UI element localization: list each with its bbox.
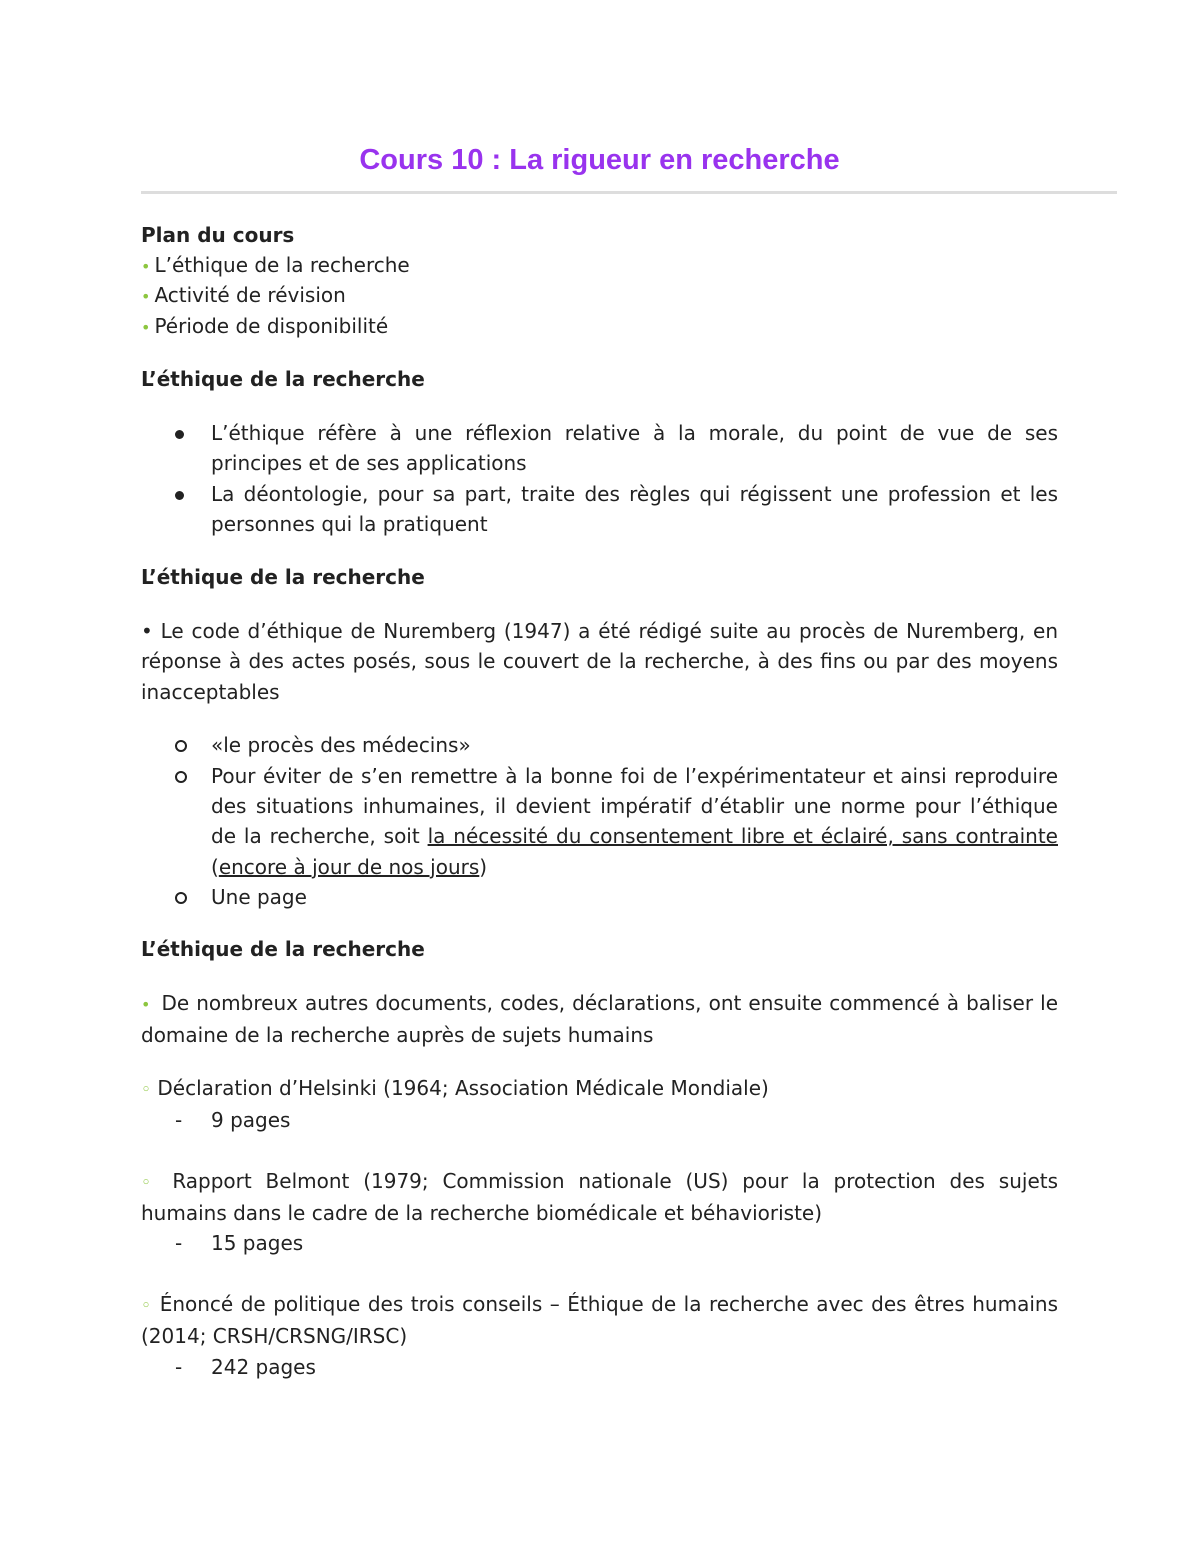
- page-title: Cours 10 : La rigueur en recherche: [359, 144, 840, 176]
- document-page: [141, 140, 1059, 1379]
- plan-heading: Plan du cours: [141, 223, 295, 247]
- ethics-section-1: [141, 364, 1058, 540]
- section-heading: L’éthique de la recherche: [141, 367, 425, 391]
- dash-icon: -: [175, 1231, 183, 1256]
- sub-item: Une page: [141, 882, 1058, 912]
- small-circle-icon: ◦: [141, 1172, 159, 1193]
- plan-item: • Période de disponibilité: [141, 313, 389, 338]
- plan-item: • L’éthique de la recherche: [141, 253, 410, 277]
- small-circle-icon: ◦: [141, 1295, 153, 1316]
- sub-item: «le procès des médecins»: [141, 730, 1058, 760]
- small-circle-icon: ◦: [141, 1079, 152, 1100]
- page-count: - 9 pages: [141, 1105, 1058, 1135]
- document-entry: ◦ Déclaration d’Helsinki (1964; Association Médicale Mondiale): [141, 1075, 769, 1100]
- section-heading: L’éthique de la recherche: [141, 565, 425, 589]
- section-heading: L’éthique de la recherche: [141, 937, 425, 961]
- title-divider: [141, 191, 1117, 194]
- ethics-section-3: [141, 934, 1058, 1382]
- plan-item: • Activité de révision: [141, 283, 346, 308]
- dash-icon: -: [175, 1354, 183, 1379]
- bullet-icon: •: [141, 619, 161, 643]
- ethics-section-2: [141, 562, 1058, 913]
- sub-item: Pour éviter de s’en remettre à la bonne foi de l’expérimentateur et ainsi reproduire des situations inhumaines, il devient impératif d’établir une norme pour l’éthique de la recherche, soit la nécessité du consentement libre et éclairé, sans contrainte (encore à jour de nos jours): [141, 761, 1058, 883]
- page-count: - 242 pages: [141, 1352, 1058, 1382]
- circle-bullet-icon: [175, 882, 195, 912]
- green-bullet-icon: •: [141, 257, 151, 276]
- nuremberg-paragraph: • Le code d’éthique de Nuremberg (1947) a été rédigé suite au procès de Nuremberg, en réponse à des actes posés, sous le couvert de la recherche, à des fins ou par des moyens inacceptables: [141, 619, 1058, 704]
- plan-section: [141, 220, 1058, 341]
- documents-paragraph: • De nombreux autres documents, codes, déclarations, ont ensuite commencé à baliser le domaine de la recherche auprès de sujets humains: [141, 991, 1058, 1048]
- bullet-icon: [175, 479, 195, 509]
- circle-bullet-icon: [175, 761, 195, 791]
- dash-icon: -: [175, 1108, 183, 1133]
- bullet-item: La déontologie, pour sa part, traite des règles qui régissent une profession et les personnes qui la pratiquent: [141, 479, 1058, 540]
- page-count: - 15 pages: [141, 1228, 1058, 1258]
- green-bullet-icon: •: [141, 287, 151, 307]
- circle-bullet-icon: [175, 730, 195, 760]
- bullet-item: L’éthique réfère à une réflexion relative à la morale, du point de vue de ses principes et de ses applications: [141, 418, 1058, 479]
- bullet-icon: [175, 418, 195, 448]
- document-entry: ◦ Rapport Belmont (1979; Commission nationale (US) pour la protection des sujets humains dans le cadre de la recherche biomédicale et béhavioriste): [141, 1168, 1059, 1226]
- document-entry: ◦ Énoncé de politique des trois conseils – Éthique de la recherche avec des êtres humains (2014; CRSH/CRSNG/IRSC): [141, 1291, 1059, 1349]
- green-bullet-icon: •: [141, 995, 151, 1014]
- green-bullet-icon: •: [141, 317, 151, 337]
